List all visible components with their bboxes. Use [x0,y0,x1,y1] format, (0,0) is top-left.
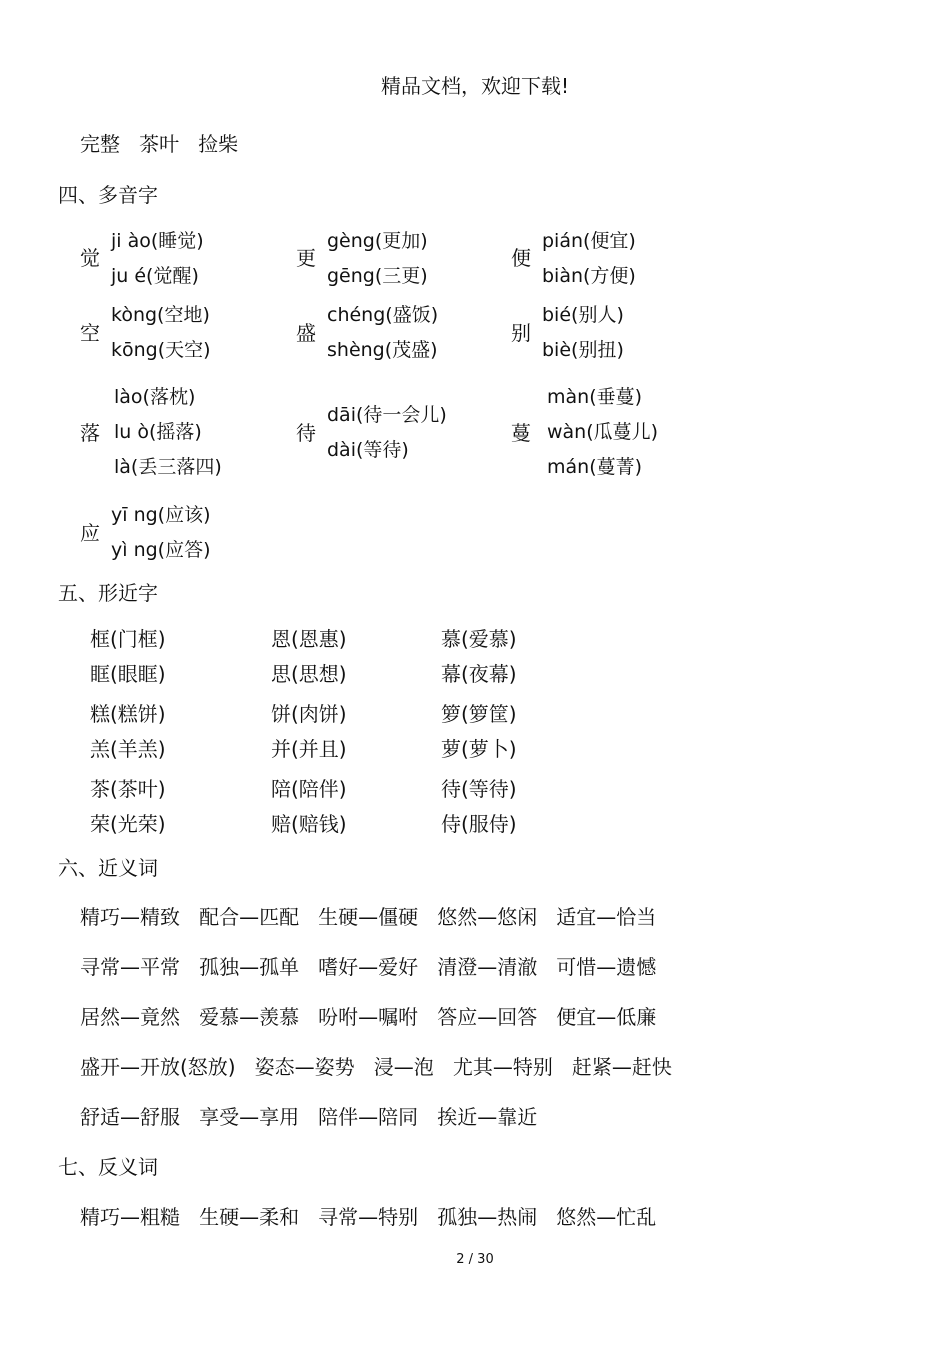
polyphone-reading: gèng(更加) [327,230,428,252]
similar-char-item: 眶(眼眶) [90,662,166,686]
polyphone-reading: biè(别扭) [542,339,624,361]
polyphone-char: 更 [296,246,316,270]
polyphone-reading: yì ng(应答) [111,539,211,561]
polyphone-reading: lào(落枕) [114,386,196,408]
polyphone-reading: màn(垂蔓) [547,386,643,408]
similar-char-item: 慕(爱慕) [441,627,517,651]
polyphone-char: 待 [296,421,316,445]
polyphone-reading: bié(别人) [542,304,624,326]
similar-char-item: 幕(夜幕) [441,662,517,686]
similar-char-item: 荣(光荣) [90,812,166,836]
similar-char-item: 茶(茶叶) [90,777,166,801]
polyphone-reading: ju é(觉醒) [111,265,199,287]
similar-char-item: 侍(服侍) [441,812,517,836]
similar-char-item: 框(门框) [90,627,166,651]
polyphone-reading: ji ào(睡觉) [111,230,204,252]
antonym-line: 精巧—粗糙 生硬—柔和 寻常—特别 孤独—热闹 悠然—忙乱 [80,1205,657,1229]
section-title-synonyms: 六、近义词 [58,856,158,880]
section-title-similar: 五、形近字 [58,581,158,605]
polyphone-reading: kòng(空地) [111,304,210,326]
section-title-polyphone: 四、多音字 [58,183,158,207]
polyphone-reading: lu ò(摇落) [114,421,202,443]
synonym-line: 精巧—精致 配合—匹配 生硬—僵硬 悠然—悠闲 适宜—恰当 [80,905,657,929]
polyphone-char: 别 [511,321,531,345]
polyphone-char: 便 [511,246,531,270]
polyphone-reading: yī ng(应该) [111,504,211,526]
similar-char-item: 待(等待) [441,777,517,801]
similar-char-item: 箩(箩筐) [441,702,517,726]
section-title-antonyms: 七、反义词 [58,1155,158,1179]
polyphone-reading: dāi(待一会儿) [327,404,447,426]
polyphone-reading: dài(等待) [327,439,409,461]
polyphone-char: 觉 [80,246,100,270]
similar-char-item: 糕(糕饼) [90,702,166,726]
polyphone-char: 蔓 [511,421,531,445]
polyphone-char: 应 [80,521,100,545]
similar-char-item: 赔(赔钱) [271,812,347,836]
polyphone-char: 落 [80,421,100,445]
synonym-line: 居然—竟然 爱慕—羡慕 吩咐—嘱咐 答应—回答 便宜—低廉 [80,1005,657,1029]
similar-char-item: 并(并且) [271,737,347,761]
similar-char-item: 萝(萝卜) [441,737,517,761]
polyphone-reading: pián(便宜) [542,230,636,252]
polyphone-reading: là(丢三落四) [114,456,222,478]
synonym-line: 舒适—舒服 享受—享用 陪伴—陪同 挨近—靠近 [80,1105,538,1129]
polyphone-reading: chéng(盛饭) [327,304,439,326]
intro-line: 完整 茶叶 捡柴 [80,132,239,156]
similar-char-item: 饼(肉饼) [271,702,347,726]
polyphone-reading: mán(蔓菁) [547,456,643,478]
polyphone-reading: gēng(三更) [327,265,428,287]
polyphone-reading: kōng(天空) [111,339,211,361]
similar-char-item: 思(思想) [271,662,347,686]
document-header: 精品文档，欢迎下载! [380,74,570,98]
polyphone-char: 空 [80,321,100,345]
similar-char-item: 羔(羊羔) [90,737,166,761]
polyphone-char: 盛 [296,321,316,345]
synonym-line: 盛开—开放(怒放) 姿态—姿势 浸—泡 尤其—特别 赶紧—赶快 [80,1055,672,1079]
synonym-line: 寻常—平常 孤独—孤单 嗜好—爱好 清澄—清澈 可惜—遗憾 [80,955,657,979]
page-number: 2 / 30 [456,1252,494,1267]
similar-char-item: 陪(陪伴) [271,777,347,801]
polyphone-reading: wàn(瓜蔓儿) [547,421,659,443]
polyphone-reading: biàn(方便) [542,265,636,287]
similar-char-item: 恩(恩惠) [271,627,347,651]
polyphone-reading: shèng(茂盛) [327,339,438,361]
